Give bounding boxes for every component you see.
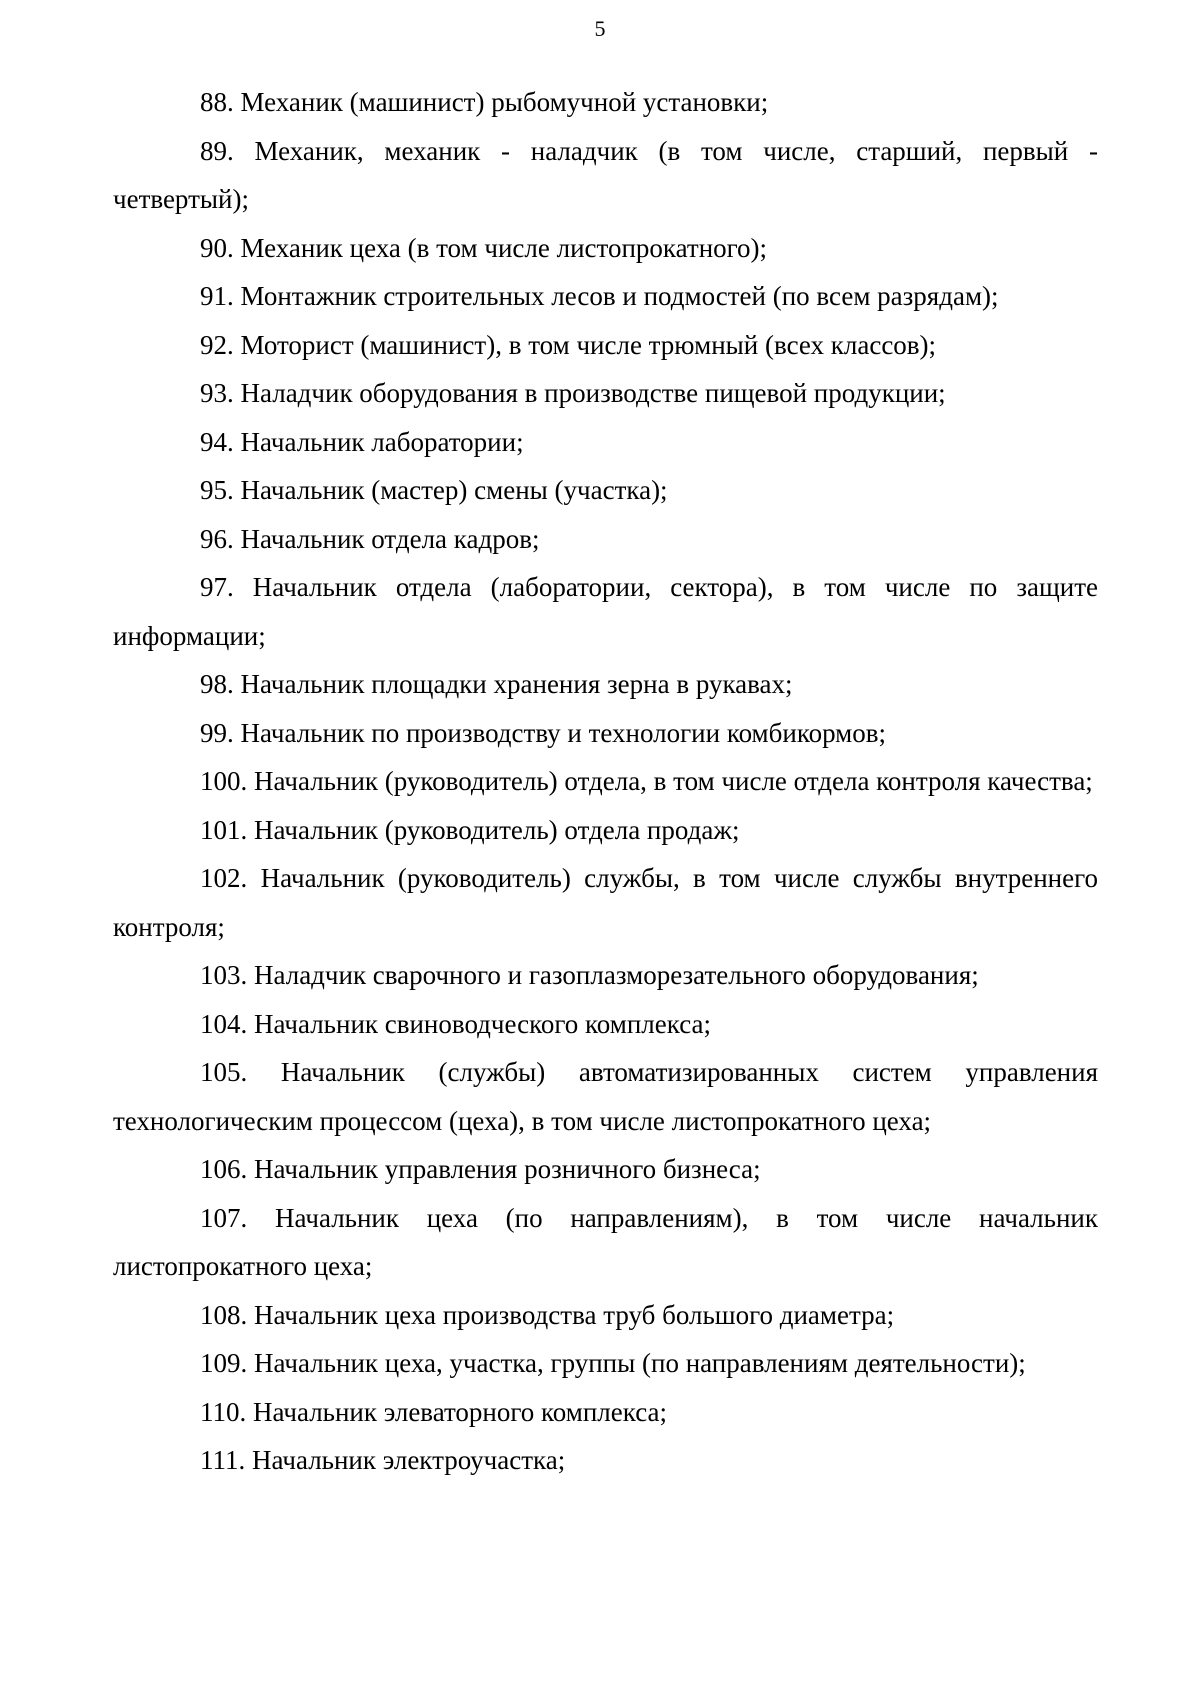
list-item-96: 96. Начальник отдела кадров;	[200, 523, 540, 554]
list-item-91: 91. Монтажник строительных лесов и подмостей (по всем разрядам);	[200, 281, 999, 311]
list-item-111: 111. Начальник электроучастка;	[200, 1445, 566, 1475]
list-item-109: 109. Начальник цеха, участка, группы (по направлениям деятельности);	[200, 1348, 1026, 1378]
list-item-95: 95. Начальник (мастер) смены (участка);	[200, 475, 668, 505]
list-item-101: 101. Начальник (руководитель) отдела продаж;	[200, 814, 740, 845]
list-item-102: 102. Начальник (руководитель) службы, в том числе службы внутреннего контроля;	[113, 863, 1098, 942]
list-item-106: 106. Начальник управления розничного бизнеса;	[200, 1154, 761, 1184]
list-item-93: 93. Наладчик оборудования в производстве пищевой продукции;	[200, 378, 946, 408]
job-title-list	[113, 78, 1098, 1485]
list-item-88: 88. Механик (машинист) рыбомучной установки;	[200, 87, 769, 117]
list-item-98: 98. Начальник площадки хранения зерна в рукавах;	[200, 669, 793, 699]
list-item-104: 104. Начальник свиноводческого комплекса;	[200, 1008, 711, 1039]
list-item-110: 110. Начальник элеваторного комплекса;	[200, 1396, 668, 1427]
list-item-100: 100. Начальник (руководитель) отдела, в том числе отдела контроля качества;	[200, 766, 1093, 796]
list-item-89: 89. Механик, механик - наладчик (в том числе, старший, первый - четвертый);	[113, 135, 1098, 214]
list-item-92: 92. Моторист (машинист), в том числе трюмный (всех классов);	[200, 329, 937, 360]
list-item-97: 97. Начальник отдела (лаборатории, сектора), в том числе по защите информации;	[113, 572, 1098, 651]
list-item-107: 107. Начальник цеха (по направлениям), в том числе начальник листопрокатного цеха;	[113, 1202, 1098, 1281]
list-item-105: 105. Начальник (службы) автоматизированных систем управления технологическим процессом (цеха), в том числе листопрокатного цеха;	[113, 1057, 1098, 1136]
list-item-103: 103. Наладчик сварочного и газоплазморезательного оборудования;	[200, 960, 979, 990]
list-item-94: 94. Начальник лаборатории;	[200, 426, 524, 457]
page-number: 5	[594, 16, 606, 41]
list-item-90: 90. Механик цеха (в том числе листопрокатного);	[200, 232, 768, 263]
list-item-99: 99. Начальник по производству и технологии комбикормов;	[200, 717, 886, 748]
list-item-108: 108. Начальник цеха производства труб большого диаметра;	[200, 1299, 895, 1330]
